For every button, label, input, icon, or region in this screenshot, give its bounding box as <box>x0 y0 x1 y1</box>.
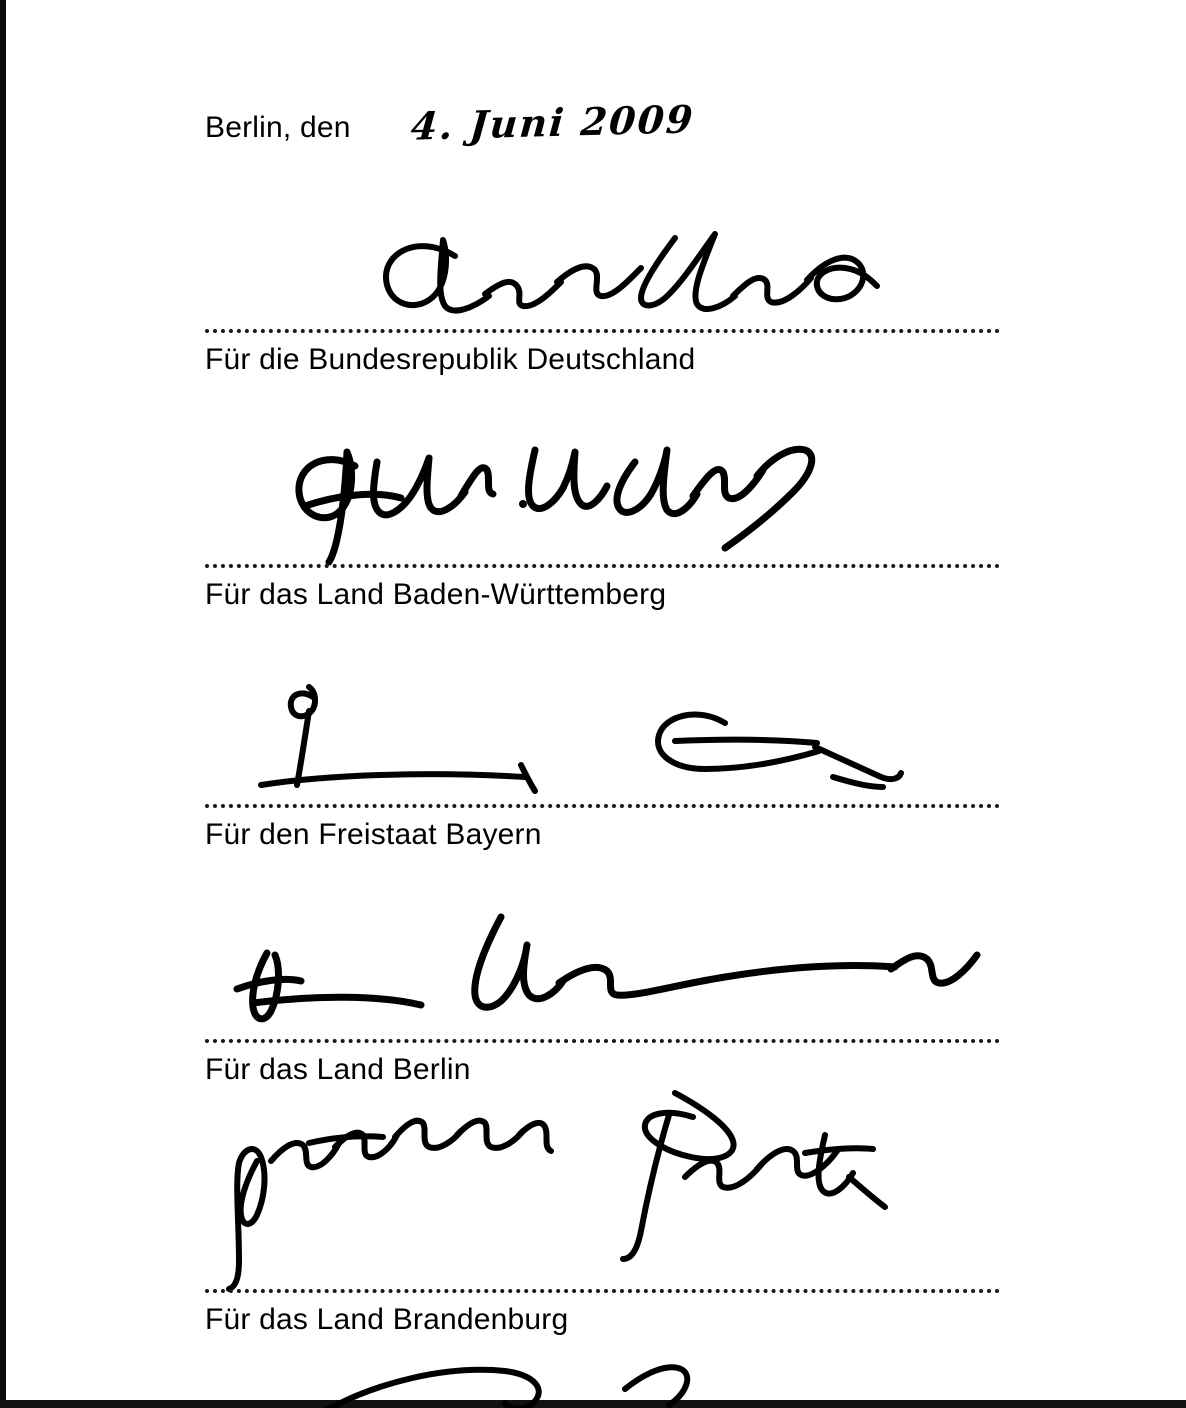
signature-line <box>205 1285 1000 1293</box>
signature-area <box>205 690 1005 800</box>
place-label: Berlin, den <box>205 111 351 144</box>
handwritten-date: 4. Juni 2009 <box>408 96 696 149</box>
handwritten-signature <box>205 1091 985 1291</box>
signature-line <box>205 800 1000 808</box>
signature-area <box>205 215 1005 325</box>
signature-line <box>205 560 1000 568</box>
signature-caption: Für das Land Baden-Württemberg <box>205 578 667 611</box>
signature-caption: Für den Freistaat Bayern <box>205 818 542 851</box>
scan-edge-left <box>0 0 6 1408</box>
signature-block-bundesrepublik-deutschland <box>205 215 1005 377</box>
partial-signature-bottom <box>205 1355 1005 1408</box>
signature-block-freistaat-bayern <box>205 690 1005 852</box>
signature-area <box>205 450 1005 560</box>
handwritten-signature <box>205 216 905 331</box>
date-line <box>205 96 696 149</box>
signature-line <box>205 1035 1000 1043</box>
handwritten-signature <box>205 681 925 806</box>
signature-caption: Für das Land Brandenburg <box>205 1303 569 1336</box>
signature-area <box>205 1150 1005 1285</box>
signature-caption: Für das Land Berlin <box>205 1053 471 1086</box>
handwritten-signature <box>205 1355 905 1408</box>
signature-block-brandenburg <box>205 1150 1005 1337</box>
signature-block-berlin <box>205 925 1005 1087</box>
signature-block-baden-wuerttemberg <box>205 450 1005 612</box>
signature-caption: Für die Bundesrepublik Deutschland <box>205 343 696 376</box>
handwritten-signature <box>205 911 995 1041</box>
handwritten-signature <box>205 436 905 566</box>
signature-line <box>205 325 1000 333</box>
signature-area <box>205 925 1005 1035</box>
